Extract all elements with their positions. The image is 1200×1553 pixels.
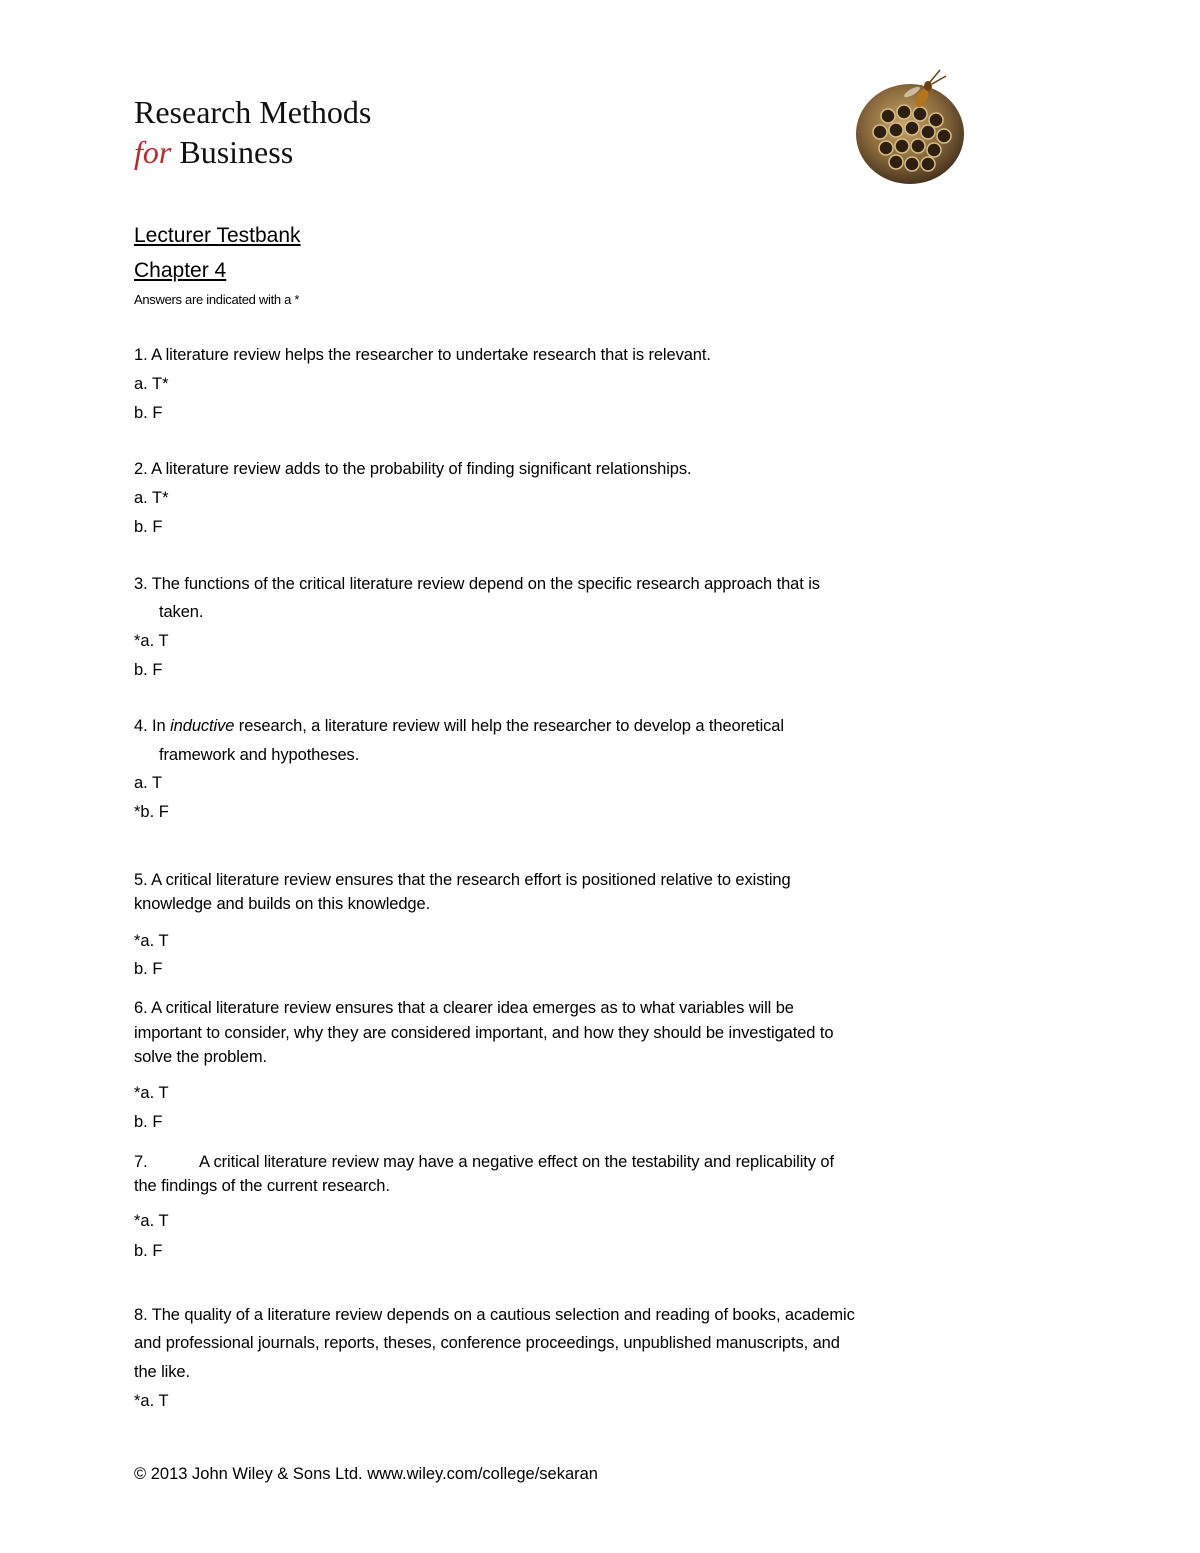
q4-option-b: *b. F [134, 803, 169, 821]
q1-option-b: b. F [134, 404, 163, 422]
book-title [134, 92, 371, 172]
q3-option-a: *a. T [134, 632, 169, 650]
q1-option-a: a. T* [134, 375, 169, 393]
q5-option-a: *a. T [134, 932, 169, 950]
question-7-line1: A critical literature review may have a negative effect on the testability and replicability of [199, 1153, 834, 1171]
q5-option-b: b. F [134, 960, 163, 978]
doc-heading: Lecturer Testbank [134, 224, 301, 247]
question-7-number: 7. [134, 1153, 148, 1171]
question-6-line1: 6. A critical literature review ensures that a clearer idea emerges as to what variables will be [134, 999, 794, 1017]
q3-option-b: b. F [134, 661, 163, 679]
question-4-line1 [134, 714, 784, 738]
question-6-line2: important to consider, why they are considered important, and how they should be investigated to [134, 1024, 834, 1042]
question-8-line3: the like. [134, 1363, 190, 1381]
q6-option-b: b. F [134, 1113, 163, 1131]
q2-option-b: b. F [134, 518, 163, 536]
question-8-line1: 8. The quality of a literature review depends on a cautious selection and reading of books, academic [134, 1306, 855, 1324]
copyright-footer: © 2013 John Wiley & Sons Ltd. www.wiley.com/college/sekaran [134, 1465, 598, 1483]
question-3-line1: 3. The functions of the critical literature review depend on the specific research approach that is [134, 575, 820, 593]
question-4-line2: framework and hypotheses. [159, 746, 360, 764]
book-title-for: for [134, 134, 172, 170]
question-8-line2: and professional journals, reports, theses, conference proceedings, unpublished manuscripts, and [134, 1334, 840, 1352]
q4-option-a: a. T [134, 774, 163, 792]
wasp-nest-icon [848, 64, 970, 190]
question-7-line2: the findings of the current research. [134, 1177, 390, 1195]
q8-option-a: *a. T [134, 1392, 169, 1410]
question-2: 2. A literature review adds to the probability of finding significant relationships. [134, 460, 692, 478]
q4-suffix: research, a literature review will help the researcher to develop a theoretical [234, 717, 784, 735]
book-title-business: Business [179, 134, 294, 170]
q7-option-a: *a. T [134, 1212, 169, 1230]
q6-option-a: *a. T [134, 1084, 169, 1102]
q2-option-a: a. T* [134, 489, 169, 507]
answer-note: Answers are indicated with a * [134, 292, 300, 307]
question-6-line3: solve the problem. [134, 1048, 268, 1066]
q4-italic-term: inductive [170, 717, 235, 735]
q7-option-b: b. F [134, 1242, 163, 1260]
book-title-line1: Research Methods [134, 94, 372, 130]
question-1: 1. A literature review helps the researcher to undertake research that is relevant. [134, 346, 711, 364]
q4-prefix: 4. In [134, 717, 171, 735]
question-5-line1: 5. A critical literature review ensures that the research effort is positioned relative to existing [134, 871, 791, 889]
question-5-line2: knowledge and builds on this knowledge. [134, 895, 431, 913]
book-title-line2 [134, 132, 371, 172]
question-3-line2: taken. [159, 603, 204, 621]
chapter-heading: Chapter 4 [134, 259, 227, 282]
